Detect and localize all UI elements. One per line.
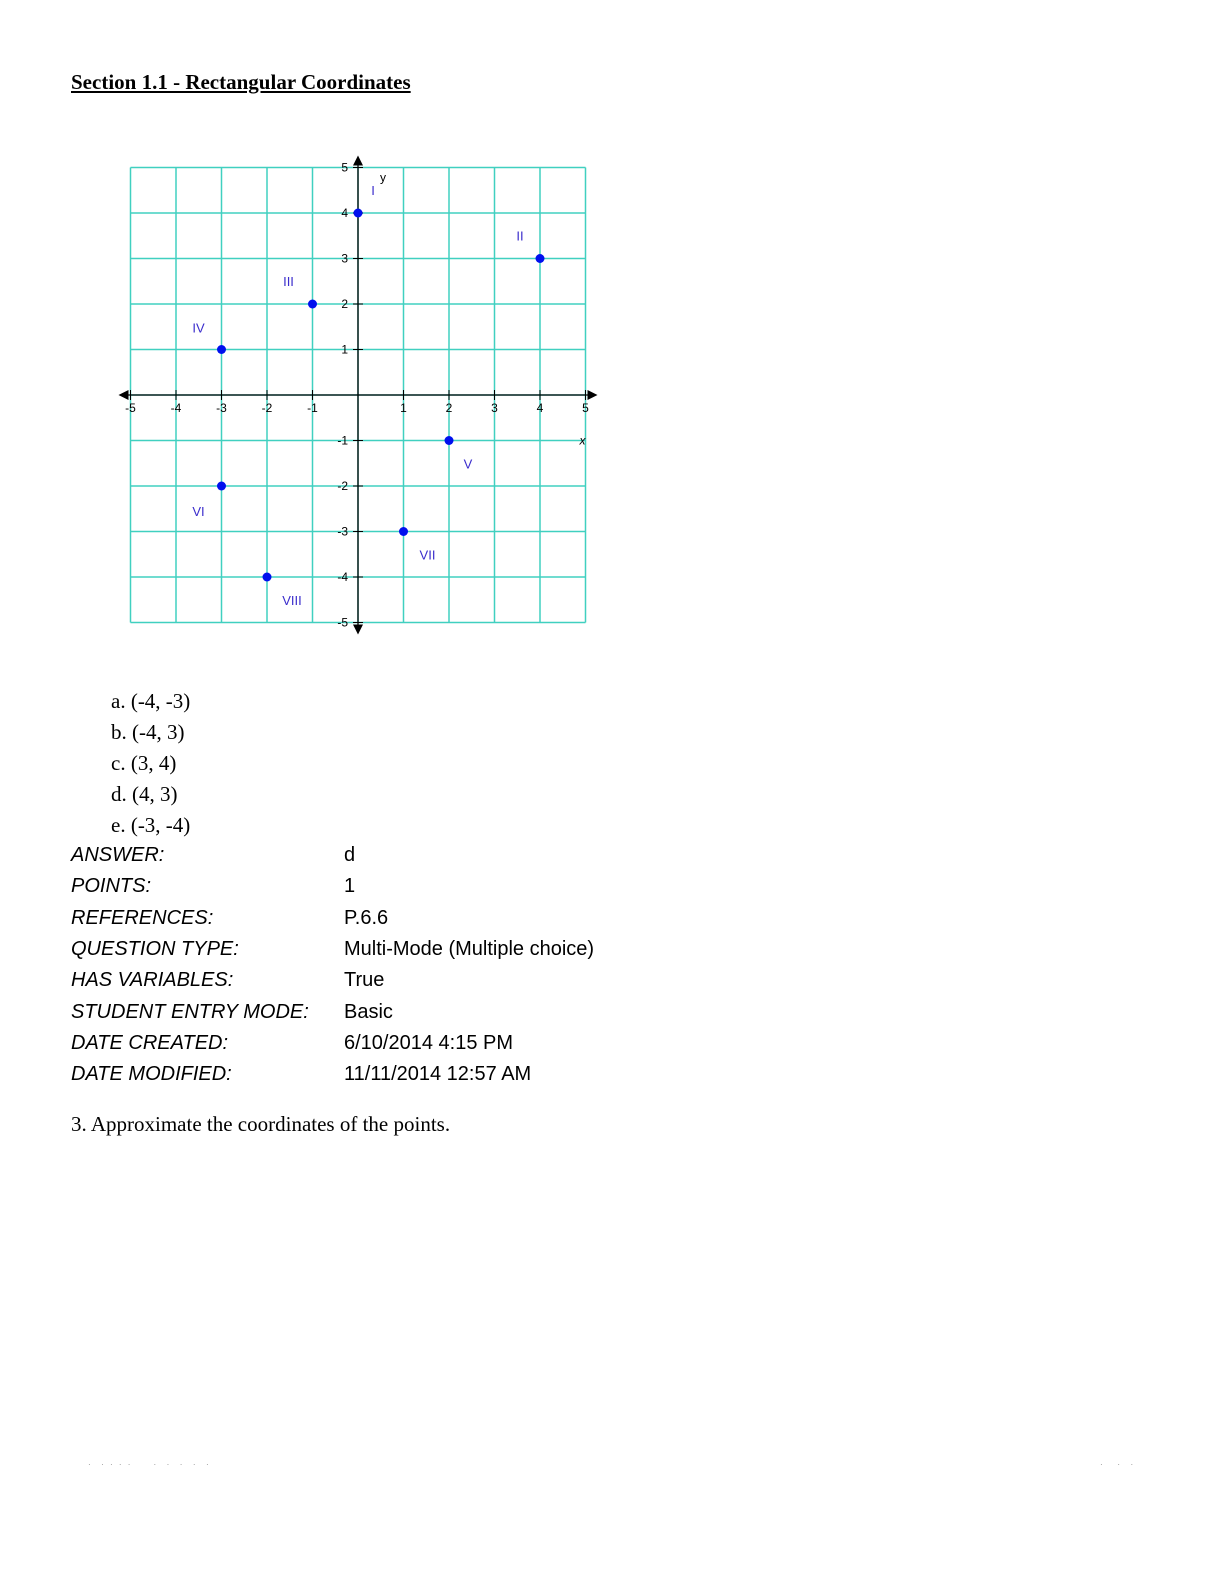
point-label: III — [283, 274, 294, 289]
x-tick-label: -3 — [216, 401, 227, 415]
data-point — [263, 573, 272, 582]
x-tick-label: 1 — [400, 401, 407, 415]
data-point — [217, 482, 226, 491]
x-tick-label: 3 — [491, 401, 498, 415]
x-tick-label: -4 — [170, 401, 182, 415]
x-tick-label: 5 — [582, 401, 589, 415]
meta-row-question-type — [71, 934, 594, 965]
section-title: Section 1.1 - Rectangular Coordinates — [71, 70, 411, 94]
point-label: VI — [192, 504, 205, 519]
point-label: VII — [419, 547, 436, 563]
meta-value: 11/11/2014 12:57 AM — [344, 1063, 532, 1086]
x-tick-label: -5 — [125, 401, 136, 415]
point-label: I — [371, 183, 375, 198]
choice-b: b. (-4, 3) — [111, 720, 185, 744]
y-tick-label: 2 — [341, 297, 348, 311]
meta-value: d — [344, 844, 356, 867]
y-tick-label: 5 — [341, 160, 348, 175]
meta-value: P.6.6 — [344, 906, 389, 929]
point-label: IV — [192, 320, 205, 336]
point-label: II — [516, 228, 524, 244]
meta-key: DATE CREATED: — [71, 1031, 229, 1054]
meta-value: True — [344, 969, 385, 992]
y-tick-label: -1 — [337, 433, 348, 448]
point-label: VIII — [282, 593, 302, 608]
x-tick-label: 4 — [536, 401, 544, 415]
y-axis-arrow-up-icon — [353, 156, 363, 166]
meta-value: Basic — [344, 1000, 393, 1023]
meta-key: REFERENCES: — [71, 906, 214, 929]
coordinate-plane — [100, 150, 610, 650]
data-point — [536, 254, 545, 263]
y-tick-label: -5 — [337, 615, 348, 630]
x-axis-label: x — [579, 433, 586, 448]
meta-row-points — [71, 871, 594, 902]
y-tick-label: 4 — [341, 206, 348, 220]
meta-key: QUESTION TYPE: — [71, 938, 239, 961]
y-tick-label: 3 — [341, 251, 348, 266]
meta-key: DATE MODIFIED: — [71, 1063, 232, 1086]
data-point — [217, 345, 226, 354]
x-tick-label: -1 — [307, 401, 318, 415]
question-text: 3. Approximate the coordinates of the points. — [71, 1112, 451, 1136]
meta-row-has-variables — [71, 965, 594, 996]
meta-value: 6/10/2014 4:15 PM — [344, 1031, 514, 1054]
y-tick-label: -3 — [337, 524, 348, 539]
choice-a: a. (-4, -3) — [111, 689, 191, 713]
data-point — [445, 436, 454, 445]
data-point — [399, 527, 408, 536]
meta-key: POINTS: — [71, 875, 152, 898]
meta-key: HAS VARIABLES: — [71, 969, 234, 992]
choice-c: c. (3, 4) — [111, 751, 177, 775]
meta-row-date-created — [71, 1028, 594, 1059]
meta-row-entry-mode — [71, 996, 594, 1027]
y-tick-label: -4 — [337, 570, 348, 584]
y-tick-label: 1 — [341, 342, 348, 357]
y-axis-arrow-down-icon — [353, 625, 363, 635]
choice-e: e. (-3, -4) — [111, 813, 191, 837]
meta-row-references — [71, 903, 594, 934]
meta-key: ANSWER: — [71, 844, 165, 867]
meta-value: 1 — [344, 875, 356, 898]
x-tick-label: -2 — [261, 401, 273, 415]
y-tick-label: -2 — [337, 479, 348, 493]
meta-row-answer — [71, 840, 594, 871]
point-label: V — [463, 456, 473, 472]
meta-value: Multi-Mode (Multiple choice) — [344, 938, 595, 961]
x-axis-arrow-right-icon — [588, 390, 598, 400]
x-axis-arrow-left-icon — [119, 390, 129, 400]
meta-row-date-modified — [71, 1059, 594, 1090]
data-point — [308, 300, 317, 309]
data-point — [354, 209, 363, 218]
question-metadata — [71, 840, 594, 1090]
footer-decoration-left: · · · · · · · · · · — [88, 1460, 211, 1469]
choice-d: d. (4, 3) — [111, 782, 178, 806]
meta-key: STUDENT ENTRY MODE: — [71, 1000, 309, 1023]
y-axis-label: y — [380, 170, 386, 185]
x-tick-label: 2 — [445, 401, 453, 415]
answer-choices — [111, 686, 190, 841]
footer-decoration-right: · · · — [1100, 1460, 1136, 1469]
